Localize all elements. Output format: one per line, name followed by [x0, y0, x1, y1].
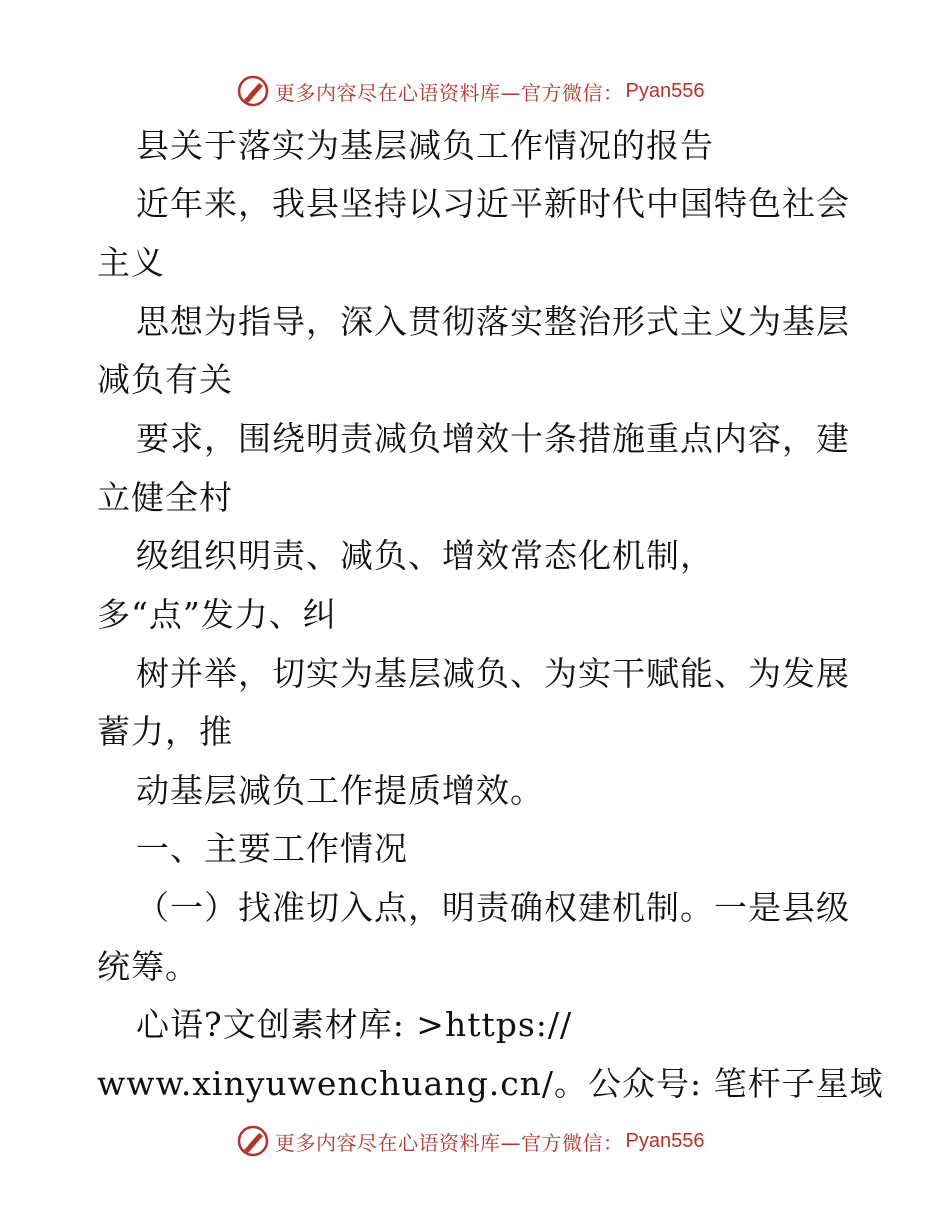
banner-text: 更多内容尽在心语资料库—官方微信：: [275, 80, 624, 105]
document-title: 县关于落实为基层减负工作情况的报告: [136, 126, 714, 165]
fountain-pen-seal-icon: [235, 1123, 271, 1159]
banner-contact-id: Pyan556: [625, 1129, 705, 1152]
paragraph-line: 减负有关: [97, 360, 233, 399]
paragraph-line: 思想为指导，深入贯彻落实整治形式主义为基层: [136, 302, 850, 341]
paragraph-line: 主义: [97, 243, 165, 282]
source-note-line: 心语?文创素材库: >https://: [136, 1005, 573, 1044]
source-note-line: www.xinyuwenchuang.cn/。公众号: 笔杆子星域: [97, 1064, 884, 1103]
section-heading: 一、主要工作情况: [136, 829, 408, 868]
paragraph-line: 近年来，我县坚持以习近平新时代中国特色社会: [136, 184, 850, 223]
footer-watermark-banner: [235, 1121, 704, 1161]
paragraph-line: （一）找准切入点，明责确权建机制。一是县级: [136, 888, 850, 927]
banner-text: 更多内容尽在心语资料库—官方微信：: [275, 1130, 624, 1155]
paragraph-line: 统筹。: [97, 947, 199, 986]
fountain-pen-seal-icon: [235, 73, 271, 109]
paragraph-line: 树并举，切实为基层减负、为实干赋能、为发展: [136, 654, 850, 693]
paragraph-line: 立健全村: [97, 478, 233, 517]
header-watermark-banner: [235, 71, 704, 111]
banner-contact-id: Pyan556: [625, 79, 705, 102]
paragraph-line: 动基层减负工作提质增效。: [136, 771, 544, 810]
paragraph-line: 要求，围绕明责减负增效十条措施重点内容，建: [136, 419, 850, 458]
paragraph-line: 级组织明责、减负、增效常态化机制，: [136, 536, 714, 575]
paragraph-line: 蓄力，推: [97, 712, 233, 751]
paragraph-line: 多“点”发力、纠: [97, 595, 337, 634]
